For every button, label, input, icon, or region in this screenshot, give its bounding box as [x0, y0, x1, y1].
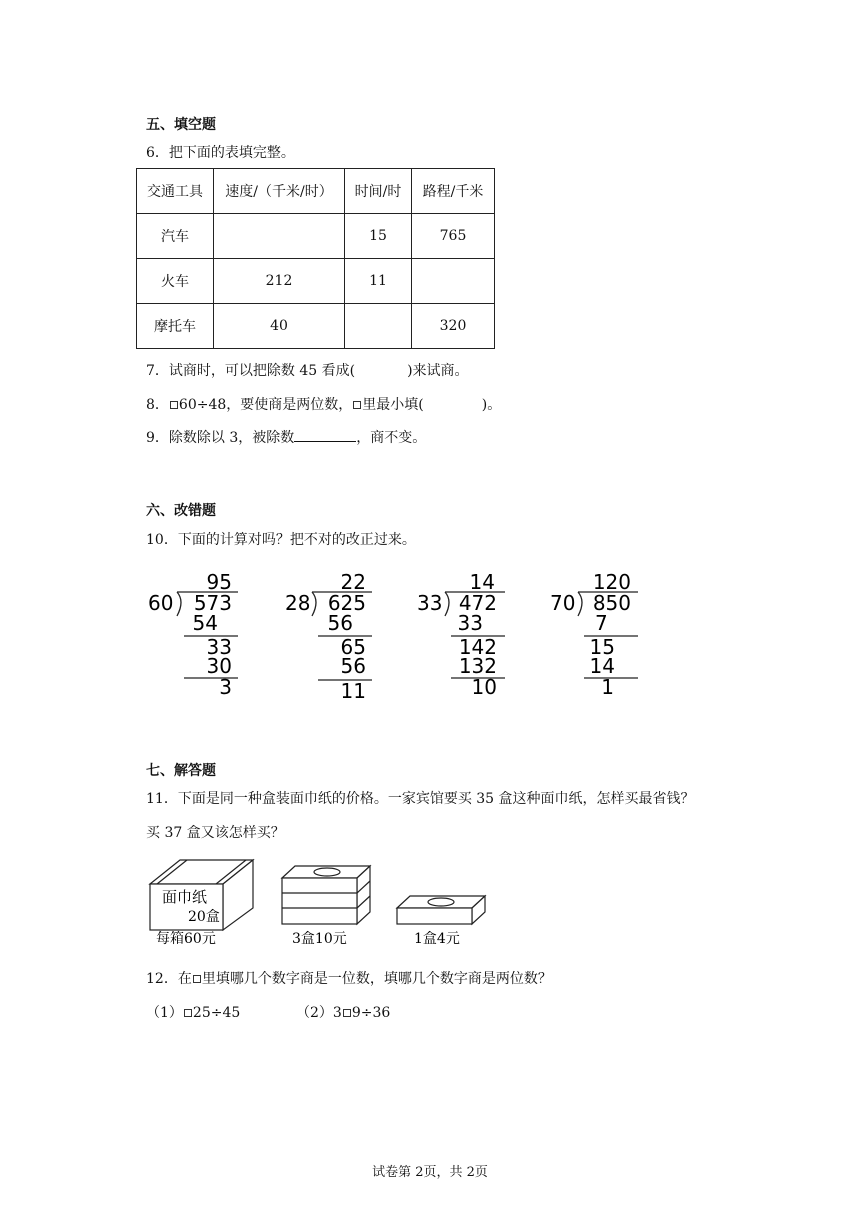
- section-title-solve: 七、解答题: [146, 763, 216, 779]
- step-remainder: 142: [458, 635, 497, 659]
- step-product: 7: [595, 611, 608, 635]
- tissue-box-illustrations: [140, 850, 500, 950]
- question-12: [146, 968, 552, 988]
- question-12-part-2: [296, 1002, 390, 1022]
- step-remainder: 65: [340, 635, 366, 659]
- dividend: 472: [458, 591, 497, 615]
- case-count: 20盒: [188, 909, 220, 925]
- caption-single-box-price: 1盒4元: [414, 931, 460, 947]
- question-11-line1: 11．下面是同一种盒装面巾纸的价格。一家宾馆要买 35 盒这种面巾纸，怎样买最省钱？: [146, 791, 695, 807]
- table-header-row: [137, 169, 495, 214]
- table-cell: 11: [345, 259, 412, 304]
- q12-text-a: 12．在: [146, 971, 192, 987]
- divisor: 60: [148, 591, 174, 615]
- square-box-icon: [170, 401, 178, 409]
- q9-text-b: ，商不变。: [356, 430, 427, 446]
- header-cell: 时间/时: [345, 169, 412, 214]
- square-box-icon: [343, 1009, 351, 1017]
- long-division-4: [550, 570, 638, 699]
- divisor: 33: [417, 591, 443, 615]
- table-cell: 40: [214, 304, 345, 349]
- dividend: 625: [327, 591, 366, 615]
- divisor: 70: [550, 591, 576, 615]
- caption-case-price: 每箱60元: [156, 931, 216, 947]
- answer-underline-blank[interactable]: [294, 441, 356, 442]
- q12-text-b: 里填哪几个数字商是一位数，填哪几个数字商是两位数？: [201, 971, 552, 987]
- final-remainder: 11: [340, 679, 366, 703]
- table-row: [137, 214, 495, 259]
- step-product: 30: [206, 654, 232, 678]
- quotient: 22: [340, 570, 366, 594]
- table-cell: 765: [412, 214, 495, 259]
- question-9: [146, 427, 426, 447]
- q8-text-d: )。: [481, 397, 502, 413]
- header-cell: 速度/（千米/时）: [214, 169, 345, 214]
- header-cell: 交通工具: [137, 169, 214, 214]
- question-10-text: 10．下面的计算对吗？把不对的改正过来。: [146, 532, 416, 548]
- table-cell: 15: [345, 214, 412, 259]
- quotient: 120: [592, 570, 631, 594]
- q7-text-a: 7．试商时，可以把除数 45 看成(: [146, 363, 356, 379]
- transport-table: [136, 168, 495, 349]
- step-product: 56: [340, 654, 366, 678]
- step-product: 33: [457, 611, 483, 635]
- step-product: 132: [458, 654, 497, 678]
- caption-three-box-price: 3盒10元: [292, 931, 347, 947]
- step-product: 54: [192, 611, 218, 635]
- part-label: （2）3: [296, 1005, 342, 1021]
- table-cell: 摩托车: [137, 304, 214, 349]
- q9-text-a: 9．除数除以 3，被除数: [146, 430, 295, 446]
- final-remainder: 10: [471, 675, 497, 699]
- step-product: 14: [589, 654, 615, 678]
- header-cell: 路程/千米: [412, 169, 495, 214]
- long-division-3: [417, 570, 505, 699]
- table-row: [137, 304, 495, 349]
- long-division-2: [285, 570, 372, 703]
- final-remainder: 1: [601, 675, 614, 699]
- tissue-box-icon: [397, 896, 485, 924]
- question-6-text: 6．把下面的表填完整。: [146, 145, 295, 161]
- q8-number: 8．: [146, 397, 169, 413]
- question-8: [146, 394, 501, 414]
- step-remainder: 15: [589, 635, 615, 659]
- question-12-part-1: [146, 1002, 240, 1022]
- square-box-icon: [353, 401, 361, 409]
- final-remainder: 3: [219, 675, 232, 699]
- question-7: [146, 360, 469, 380]
- dividend: 850: [592, 591, 631, 615]
- table-cell: [412, 259, 495, 304]
- long-division-figures: [140, 565, 660, 710]
- quotient: 95: [206, 570, 232, 594]
- table-cell: 212: [214, 259, 345, 304]
- q7-text-b: )来试商。: [407, 363, 469, 379]
- q8-text-c: 里最小填(: [362, 397, 424, 413]
- square-box-icon: [193, 975, 201, 983]
- quotient: 14: [469, 570, 495, 594]
- tissue-stack-icon: [282, 866, 370, 924]
- table-cell: [214, 214, 345, 259]
- expression: 25÷45: [192, 1005, 241, 1021]
- table-cell: [345, 304, 412, 349]
- table-cell: 320: [412, 304, 495, 349]
- divisor: 28: [285, 591, 311, 615]
- question-11-line2: 买 37 盒又该怎样买？: [146, 825, 285, 841]
- section-title-correct: 六、改错题: [146, 503, 216, 519]
- table-row: [137, 259, 495, 304]
- square-box-icon: [184, 1009, 192, 1017]
- step-remainder: 33: [206, 635, 232, 659]
- q8-text-b: 60÷48，要使商是两位数，: [178, 397, 353, 413]
- part-label: （1）: [146, 1005, 183, 1021]
- case-label: 面巾纸: [162, 888, 208, 906]
- expression: 9÷36: [351, 1005, 391, 1021]
- section-title-fill: 五、填空题: [146, 117, 216, 133]
- dividend: 573: [193, 591, 232, 615]
- table-cell: 汽车: [137, 214, 214, 259]
- page-footer: 试卷第 2页，共 2页: [372, 1165, 488, 1180]
- step-product: 56: [327, 611, 353, 635]
- table-cell: 火车: [137, 259, 214, 304]
- long-division-1: [148, 570, 238, 699]
